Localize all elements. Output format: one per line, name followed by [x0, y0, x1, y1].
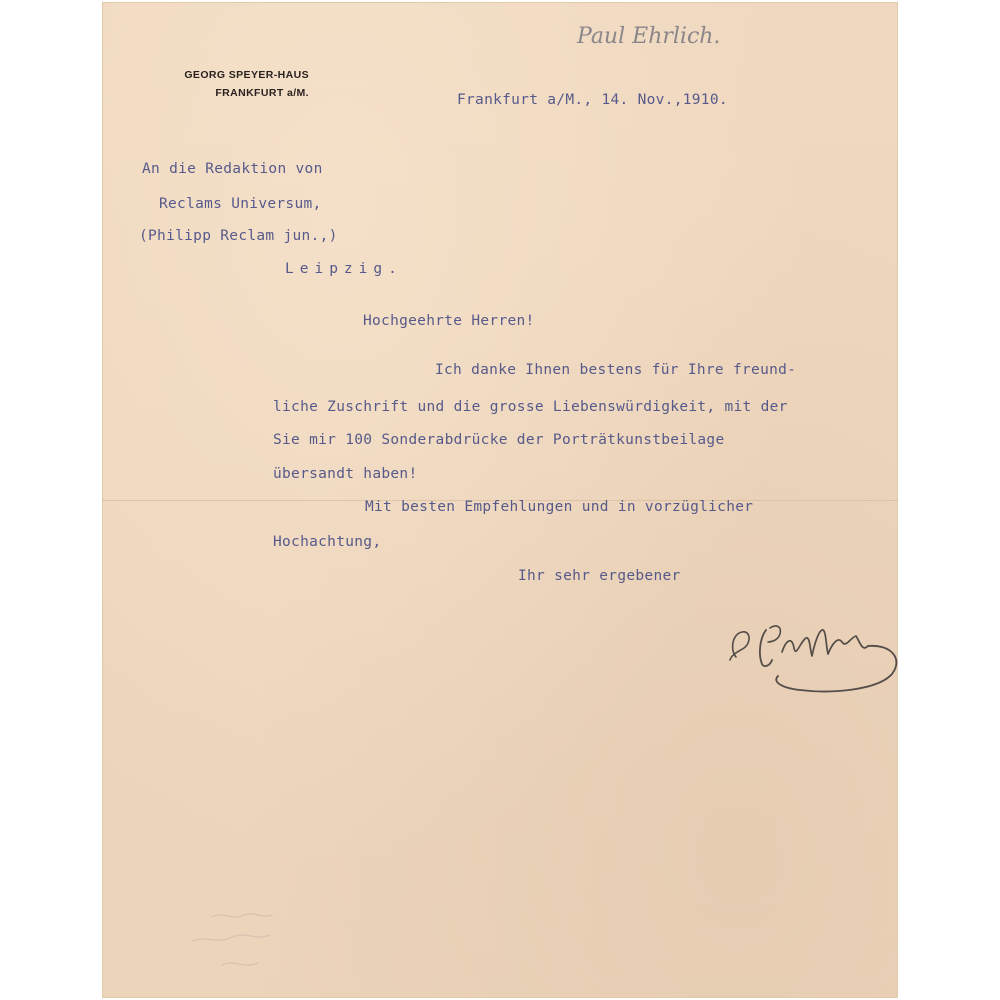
body-line-6: Hochachtung,: [273, 534, 382, 550]
letter-page: [102, 2, 898, 998]
body-line-1: Ich danke Ihnen bestens für Ihre freund-: [435, 362, 797, 378]
body-line-3: Sie mir 100 Sonderabdrücke der Porträtkunstbeilage: [273, 432, 725, 448]
pencil-name-note: Paul Ehrlich.: [577, 24, 721, 49]
date-line: Frankfurt a/M., 14. Nov.,1910.: [457, 92, 728, 108]
salutation: Hochgeehrte Herren!: [363, 313, 535, 329]
body-line-5: Mit besten Empfehlungen und in vorzüglicher: [365, 499, 754, 515]
recipient-line-1: An die Redaktion von: [142, 161, 323, 177]
letterhead-institution: GEORG SPEYER-HAUS: [184, 69, 309, 81]
letterhead-city: FRANKFURT a/M.: [215, 87, 309, 99]
faint-pencil-marks: [172, 907, 302, 987]
signature: [722, 602, 912, 712]
body-line-2: liche Zuschrift und die grosse Liebenswürdigkeit, mit der: [273, 399, 788, 415]
recipient-city: Leipzig.: [285, 261, 403, 277]
recipient-line-3: (Philipp Reclam jun.,): [139, 228, 338, 244]
closing: Ihr sehr ergebener: [518, 568, 681, 584]
body-line-4: übersandt haben!: [273, 466, 418, 482]
letterhead: [169, 66, 309, 102]
recipient-line-2: Reclams Universum,: [159, 196, 322, 212]
